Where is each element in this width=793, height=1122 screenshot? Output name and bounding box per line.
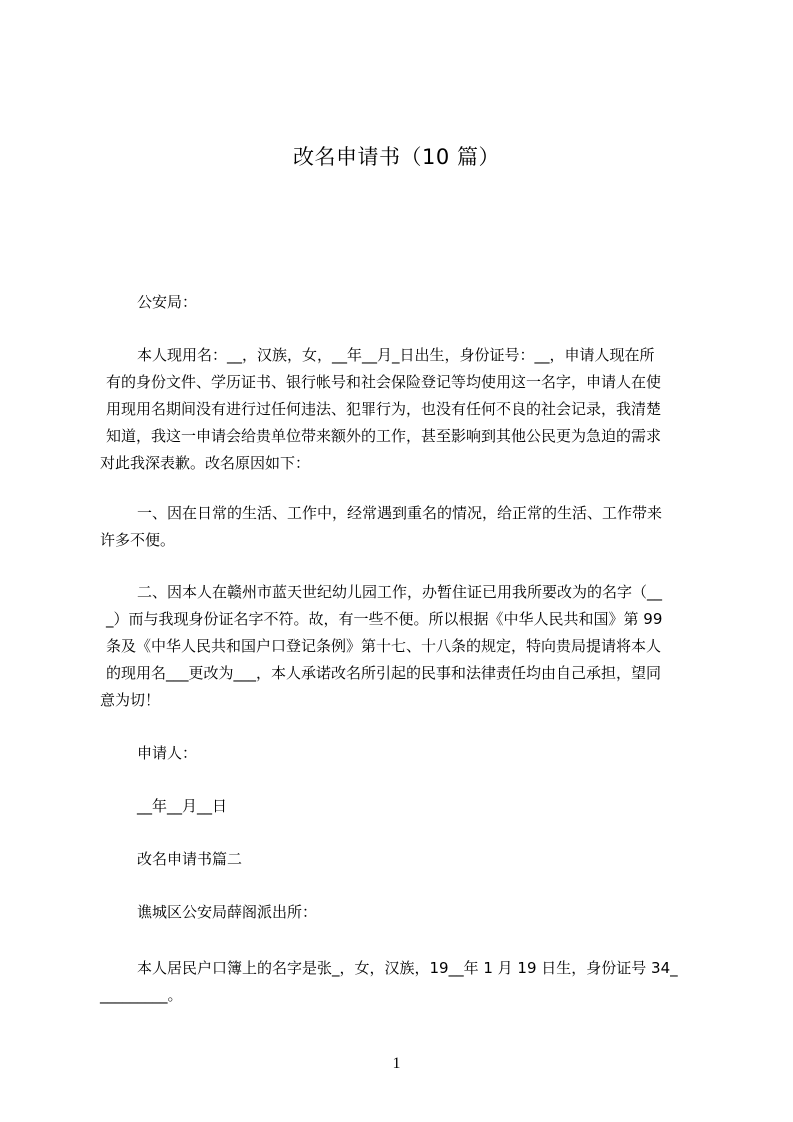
reason-one-line-2: 许多不便。: [100, 531, 176, 549]
section-two-heading: [137, 846, 242, 873]
intro-line-5: 对此我深表歉。改名原因如下：: [100, 454, 311, 472]
reason-one-line-1: 一、因在日常的生活、工作中，经常遇到重名的情况，给正常的生活、工作带来: [137, 504, 663, 522]
reason-two-line-2: _）而与我现身份证名字不符。故，有一些不便。所以根据《中华人民共和国》第 99: [106, 610, 663, 628]
reason-two-line-5: 意为切！: [100, 691, 161, 709]
reason-two-line-3: 条及《中华人民共和国户口登记条例》第十七、十八条的规定，特向贵局提请将本人: [106, 637, 662, 655]
date-text: __年__月__日: [137, 797, 228, 815]
salutation: [137, 289, 197, 316]
intro-paragraph: [0, 342, 661, 477]
salutation-text: 公安局：: [137, 293, 198, 311]
section-two-line-1: 本人居民户口簿上的名字是张_，女，汉族，19__年 1 月 19 日生，身份证号 34_: [137, 959, 678, 977]
section-two-heading-text: 改名申请书篇二: [137, 850, 243, 868]
date-line: [137, 793, 227, 820]
applicant-line: [137, 740, 197, 767]
reason-one-paragraph: [0, 500, 662, 554]
reason-two-line-1: 二、因本人在赣州市蓝天世纪幼儿园工作，办暂住证已用我所要改为的名字（__: [137, 583, 663, 601]
intro-line-4: 知道，我这一申请会给贵单位带来额外的工作，甚至影响到其他公民更为急迫的需求: [106, 427, 662, 445]
applicant-label: 申请人：: [137, 744, 198, 762]
reason-two-paragraph: [0, 579, 662, 714]
section-two-paragraph: [0, 955, 678, 1009]
intro-line-2: 有的身份文件、学历证书、银行帐号和社会保险登记等均使用这一名字，申请人在使: [106, 373, 662, 391]
section-two-salutation: [137, 899, 317, 926]
reason-two-line-4: 的现用名___更改为___，本人承诺改名所引起的民事和法律责任均由自己承担，望同: [106, 664, 662, 682]
document-title: 改名申请书（10 篇）: [293, 145, 500, 169]
section-two-line-2: _________。: [100, 986, 183, 1004]
page-number: 1: [392, 1055, 401, 1072]
intro-line-1: 本人现用名：__，汉族，女，__年__月_日出生，身份证号：__，申请人现在所: [137, 346, 655, 364]
section-two-salutation-text: 谯城区公安局薛阁派出所：: [137, 903, 318, 921]
intro-line-3: 用现用名期间没有进行过任何违法、犯罪行为，也没有任何不良的社会记录，我清楚: [106, 400, 662, 418]
